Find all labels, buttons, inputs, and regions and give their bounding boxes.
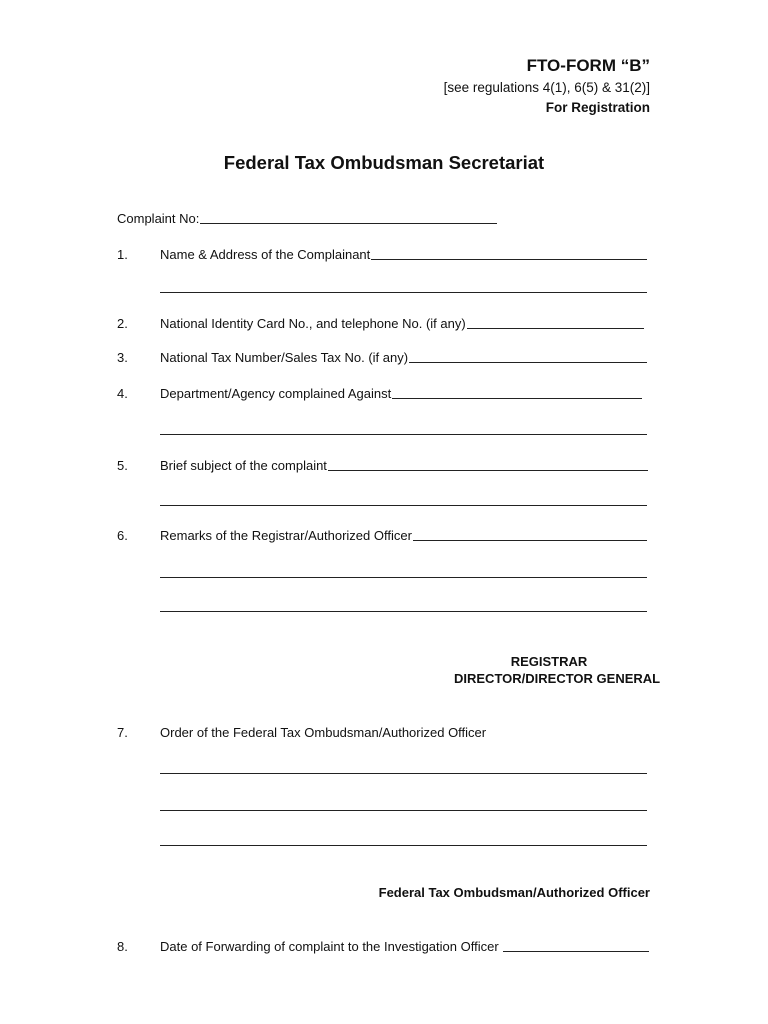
item-6-line[interactable] bbox=[413, 539, 647, 541]
item-4-line[interactable] bbox=[392, 397, 642, 399]
item-label: Date of Forwarding of complaint to the Investigation Officer bbox=[160, 939, 499, 954]
item-6-row[interactable] bbox=[117, 524, 647, 544]
item-number: 2. bbox=[117, 316, 128, 331]
item-5-row[interactable] bbox=[117, 454, 648, 474]
item-number: 6. bbox=[117, 528, 128, 543]
item-label: Order of the Federal Tax Ombudsman/Authorized Officer bbox=[160, 725, 487, 740]
item-3-row[interactable] bbox=[117, 346, 647, 366]
item-label: National Tax Number/Sales Tax No. (if any) bbox=[160, 350, 409, 365]
item-8-row[interactable] bbox=[117, 935, 649, 955]
item-label: Brief subject of the complaint bbox=[160, 458, 327, 473]
item-6-extra-line-2[interactable] bbox=[160, 611, 647, 612]
item-2-line[interactable] bbox=[467, 327, 644, 329]
item-5-extra-line[interactable] bbox=[160, 505, 647, 506]
item-number: 8. bbox=[117, 939, 128, 954]
item-8-line[interactable] bbox=[503, 950, 649, 952]
item-label: Remarks of the Registrar/Authorized Officer bbox=[160, 528, 412, 543]
item-4-extra-line[interactable] bbox=[160, 434, 647, 435]
item-7-line-1[interactable] bbox=[160, 773, 647, 774]
item-number: 7. bbox=[117, 725, 128, 740]
complaint-no-line[interactable] bbox=[200, 222, 497, 224]
item-4-row[interactable] bbox=[117, 382, 642, 402]
item-7-row bbox=[117, 721, 647, 741]
registrar-label: REGISTRAR bbox=[510, 654, 588, 669]
form-code: FTO-FORM “B” bbox=[526, 56, 650, 75]
item-5-line[interactable] bbox=[328, 469, 648, 471]
item-6-extra-line-1[interactable] bbox=[160, 577, 647, 578]
regulations-reference: [see regulations 4(1), 6(5) & 31(2)] bbox=[443, 80, 650, 95]
page-title: Federal Tax Ombudsman Secretariat bbox=[223, 152, 545, 173]
item-number: 1. bbox=[117, 247, 128, 262]
item-number: 3. bbox=[117, 350, 128, 365]
complaint-no-label: Complaint No: bbox=[117, 211, 200, 226]
complaint-no-field[interactable] bbox=[117, 207, 497, 227]
item-7-line-3[interactable] bbox=[160, 845, 647, 846]
form-purpose: For Registration bbox=[545, 100, 650, 115]
item-7-line-2[interactable] bbox=[160, 810, 647, 811]
director-label: DIRECTOR/DIRECTOR GENERAL bbox=[454, 671, 661, 686]
item-label: Name & Address of the Complainant bbox=[160, 247, 371, 262]
item-number: 5. bbox=[117, 458, 128, 473]
item-3-line[interactable] bbox=[409, 361, 647, 363]
item-1-row[interactable] bbox=[117, 243, 647, 263]
item-label: National Identity Card No., and telephone No. (if any) bbox=[160, 316, 466, 331]
item-1-line[interactable] bbox=[371, 258, 647, 260]
item-number: 4. bbox=[117, 386, 128, 401]
ombudsman-signature-label: Federal Tax Ombudsman/Authorized Officer bbox=[378, 885, 650, 900]
item-label: Department/Agency complained Against bbox=[160, 386, 392, 401]
item-2-row[interactable] bbox=[117, 312, 644, 332]
item-1-extra-line[interactable] bbox=[160, 292, 647, 293]
